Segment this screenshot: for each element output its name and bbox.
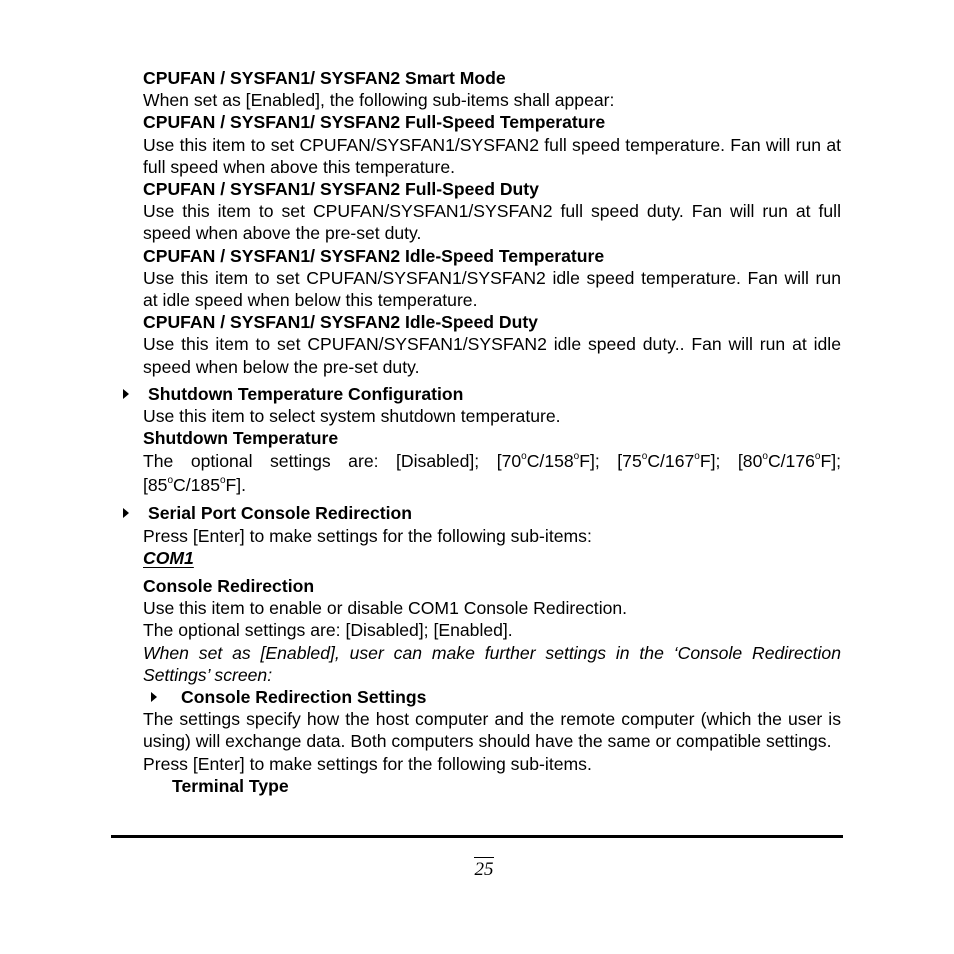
full-speed-duty-desc: Use this item to set CPUFAN/SYSFAN1/SYSFAN2 full speed duty. Fan will run at full speed when above the pre-set duty. bbox=[143, 201, 841, 244]
manual-body bbox=[143, 67, 841, 797]
shutdown-config-heading: Shutdown Temperature Configuration bbox=[148, 383, 464, 404]
idle-speed-temp-heading: CPUFAN / SYSFAN1/ SYSFAN2 Idle-Speed Temperature bbox=[143, 245, 605, 266]
idle-speed-temp-desc: Use this item to set CPUFAN/SYSFAN1/SYSFAN2 idle speed temperature. Fan will run at idle speed when below this temperature. bbox=[143, 267, 841, 311]
full-speed-duty-heading: CPUFAN / SYSFAN1/ SYSFAN2 Full-Speed Duty bbox=[143, 179, 539, 200]
console-redirection-note: When set as [Enabled], user can make further settings in the ‘Console Redirection Settings’ screen: bbox=[143, 642, 841, 685]
triangle-bullet-icon bbox=[151, 692, 157, 702]
smart-mode-heading: CPUFAN / SYSFAN1/ SYSFAN2 Smart Mode bbox=[143, 68, 506, 88]
shutdown-config-desc: Use this item to select system shutdown temperature. bbox=[143, 406, 561, 427]
shutdown-temp-heading: Shutdown Temperature bbox=[143, 428, 339, 449]
triangle-bullet-icon bbox=[123, 389, 129, 399]
idle-speed-duty-desc: Use this item to set CPUFAN/SYSFAN1/SYSFAN2 idle speed duty.. Fan will run at idle speed when below the pre-set duty. bbox=[143, 334, 841, 377]
page-number: 25 bbox=[474, 859, 494, 880]
triangle-bullet-icon bbox=[123, 508, 129, 518]
terminal-type-heading: Terminal Type bbox=[172, 775, 289, 796]
footer-rule bbox=[111, 835, 843, 838]
shutdown-temp-options: The optional settings are: [Disabled]; [70$^o$C/158$^o$F]; [75$^o$C/167$^o$F]; [80$^o$C/176$^o$F]; [85$^o$C/185$^o$F]. bbox=[143, 451, 841, 496]
serial-console-desc: Press [Enter] to make settings for the following sub-items: bbox=[143, 525, 592, 546]
smart-mode-desc: When set as [Enabled], the following sub-items shall appear: bbox=[143, 90, 615, 111]
console-settings-item bbox=[181, 686, 841, 708]
idle-speed-duty-heading: CPUFAN / SYSFAN1/ SYSFAN2 Idle-Speed Duty bbox=[143, 312, 538, 333]
console-redirection-desc2: The optional settings are: [Disabled]; [Enabled]. bbox=[143, 620, 513, 641]
serial-console-heading: Serial Port Console Redirection bbox=[148, 503, 412, 524]
serial-console-item bbox=[148, 502, 841, 524]
console-redirection-heading: Console Redirection bbox=[143, 576, 315, 597]
full-speed-temp-desc: Use this item to set CPUFAN/SYSFAN1/SYSFAN2 full speed temperature. Fan will run at full speed when above this temperature. bbox=[143, 134, 841, 177]
shutdown-config-item bbox=[148, 383, 841, 405]
full-speed-temp-heading: CPUFAN / SYSFAN1/ SYSFAN2 Full-Speed Temperature bbox=[143, 112, 606, 133]
console-settings-heading: Console Redirection Settings bbox=[181, 687, 427, 708]
com1-label: COM1 bbox=[143, 547, 194, 568]
console-settings-desc1: The settings specify how the host computer and the remote computer (which the user is using) will exchange data. Both computers should have the same or compatible settings. bbox=[143, 709, 841, 752]
console-redirection-desc1: Use this item to enable or disable COM1 Console Redirection. bbox=[143, 598, 628, 619]
console-settings-desc2: Press [Enter] to make settings for the following sub-items. bbox=[143, 753, 592, 774]
